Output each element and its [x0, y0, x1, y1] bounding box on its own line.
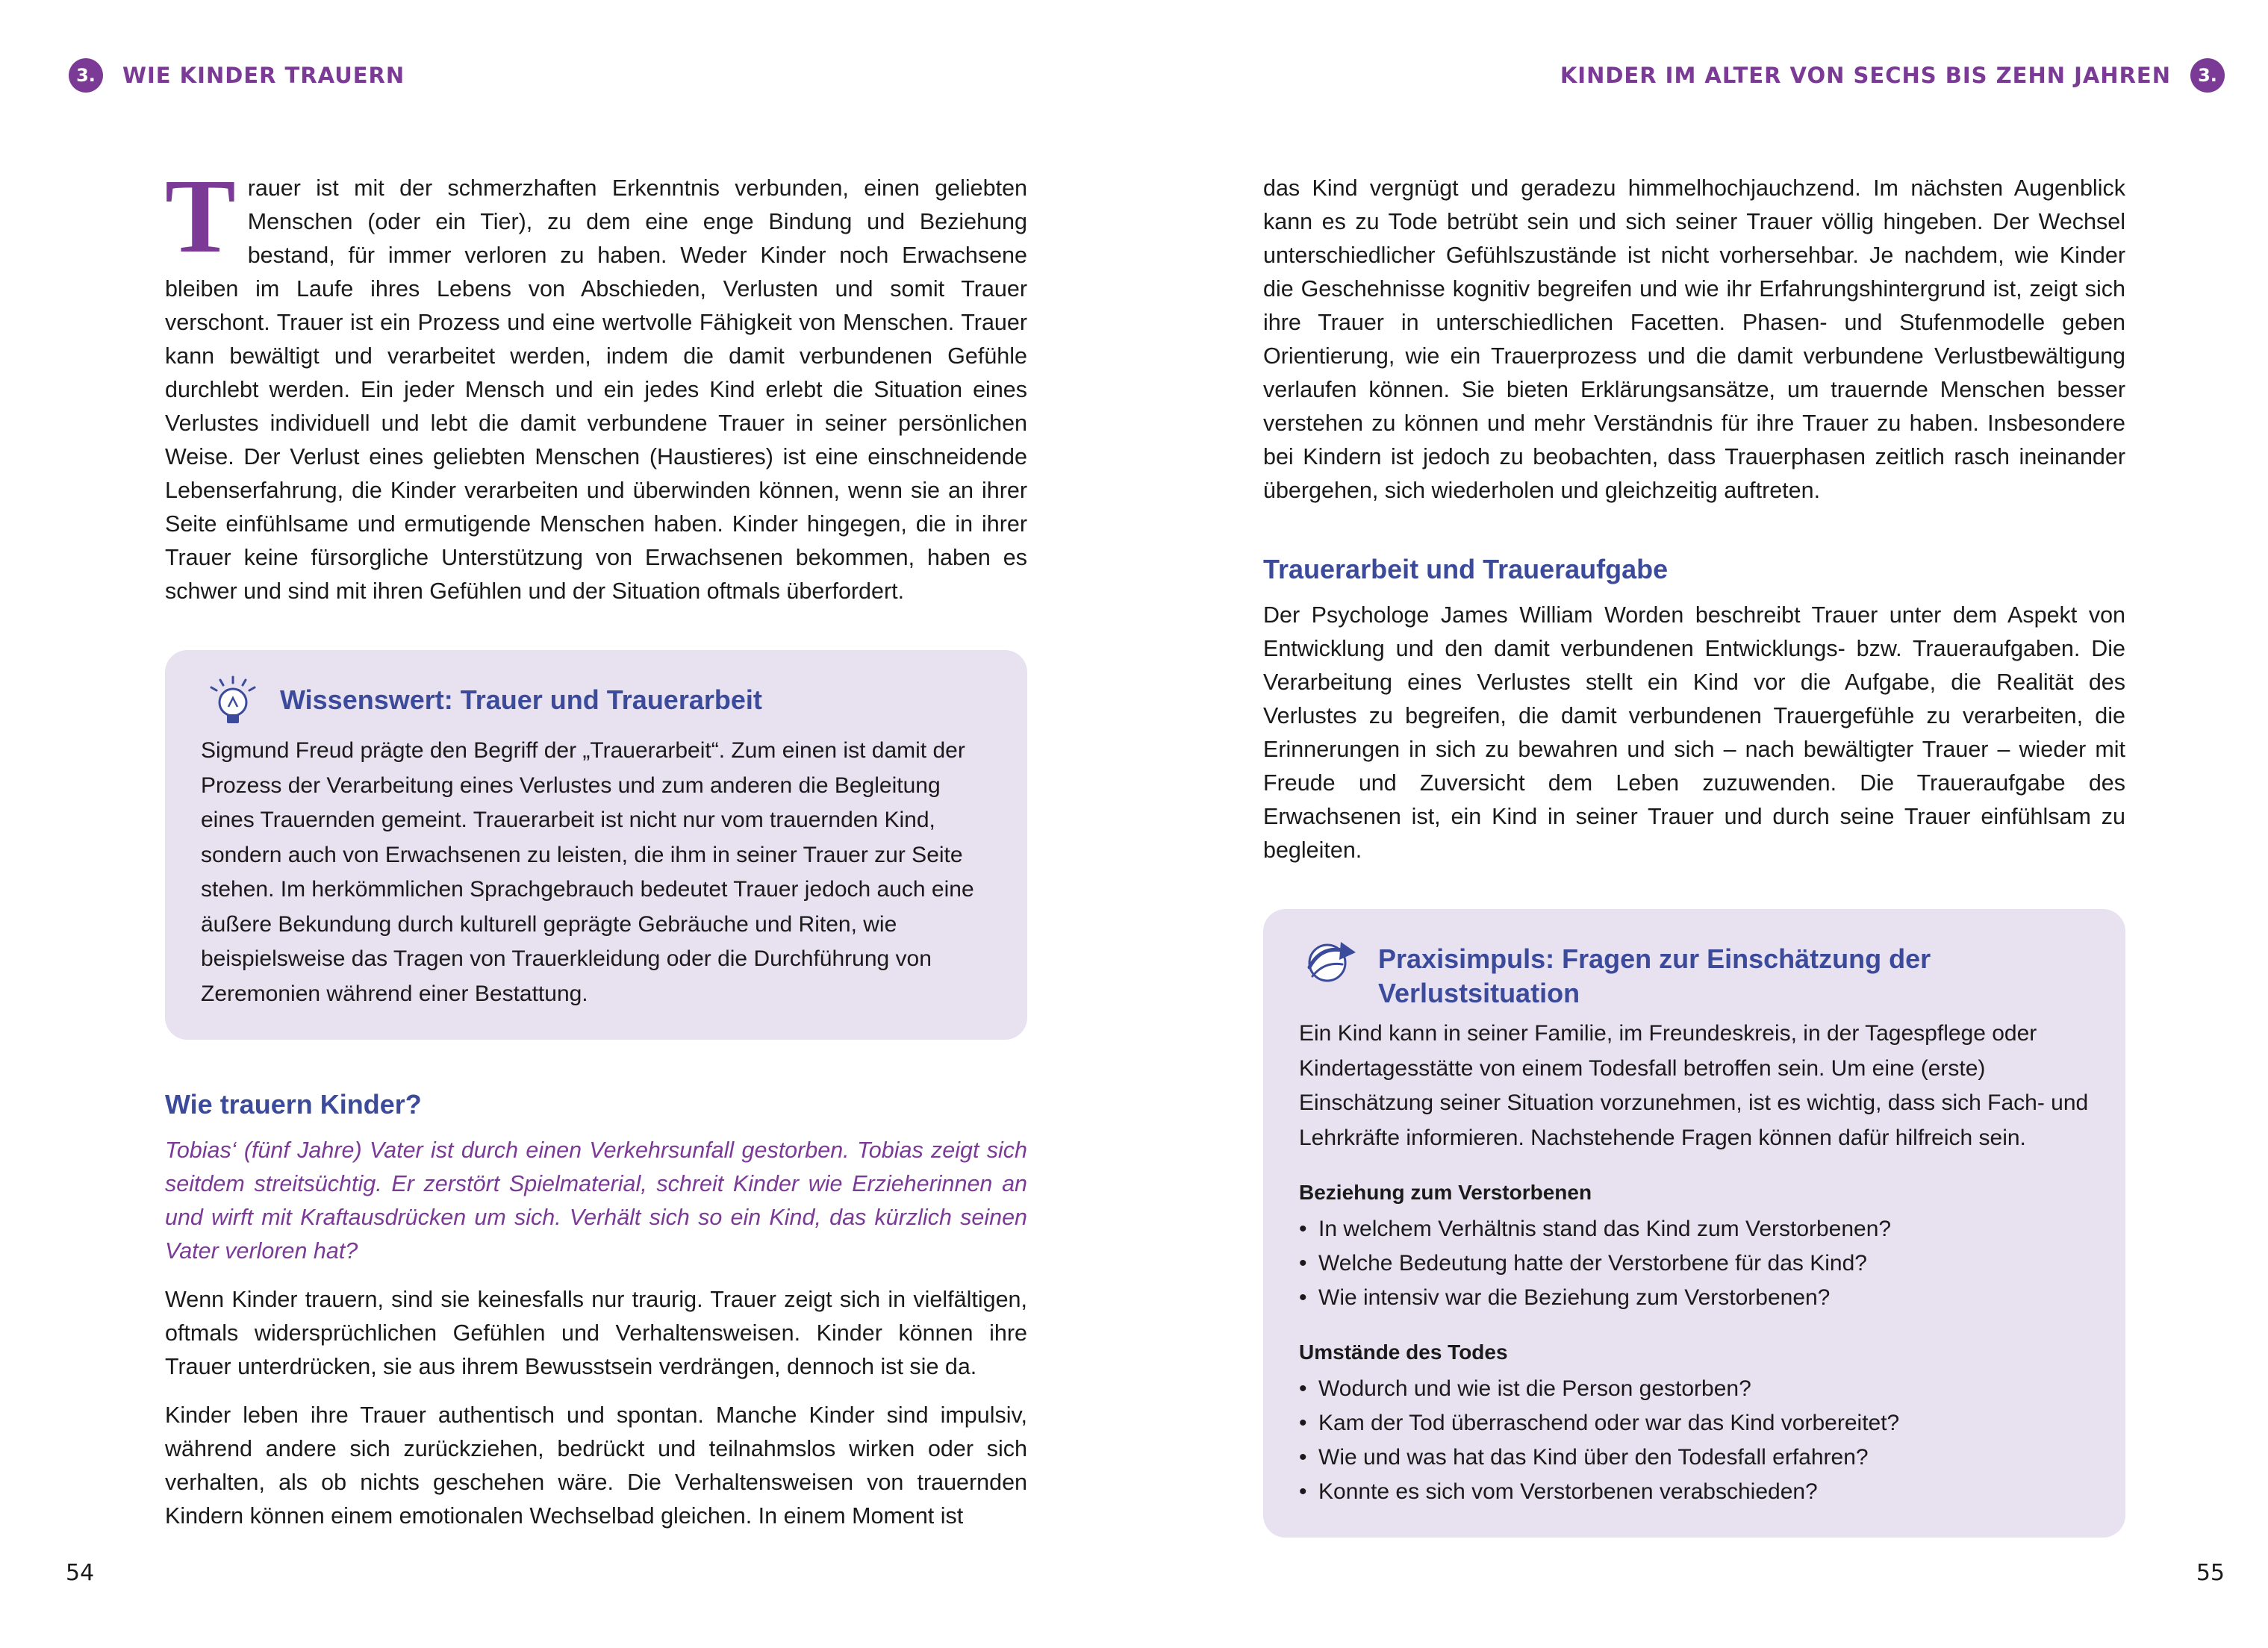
chapter-number-badge: 3. — [2190, 58, 2225, 93]
drop-cap: T — [165, 157, 236, 275]
running-header-title: WIE KINDER TRAUERN — [122, 63, 405, 88]
question-item: • Wie intensiv war die Beziehung zum Verstorbenen? — [1299, 1281, 2091, 1315]
question-item: • Wie und was hat das Kind über den Todesfall erfahren? — [1299, 1441, 2091, 1475]
section-heading: Trauerarbeit und Traueraufgabe — [1263, 554, 1669, 584]
page-number: 54 — [66, 1560, 95, 1586]
question-list — [1299, 1372, 2091, 1509]
question-group-title: Umstände des Todes — [1299, 1340, 1508, 1364]
question-item: • Wodurch und wie ist die Person gestorben? — [1299, 1372, 2091, 1406]
question-list — [1299, 1212, 2091, 1315]
lightbulb-icon — [201, 675, 268, 728]
info-box-praxisimpuls — [1263, 909, 2125, 1538]
question-item: • In welchem Verhältnis stand das Kind zum Verstorbenen? — [1299, 1212, 2091, 1246]
info-box-header — [1299, 934, 2091, 1011]
continuation-paragraph: das Kind vergnügt und geradezu himmelhochjauchzend. Im nächsten Augenblick kann es zu Tode betrübt sein und sich seiner Trauer völlig hingeben. Der Wechsel unterschiedlicher Gefühlszustände ist nicht vorhersehbar. Je nachdem, wie Kinder die Geschehnisse kognitiv begreifen und wie ihr Erfahrungshintergrund ist, zeigt sich ihre Trauer in unterschiedlichen Facetten. Phasen- und Stufenmodelle geben Orientierung, wie ein Trauerprozess und die damit verbundene Verlustbewältigung verlaufen können. Sie bieten Erklärungsansätze, um trauernde Menschen besser verstehen zu können und mehr Verständnis für ihre Trauer zu haben. Insbesondere bei Kindern ist jedoch zu beobachten, dass Trauerphasen zeitlich rasch ineinander übergehen, sich wiederholen und gleichzeitig auftreten. — [1263, 175, 2125, 503]
question-item: • Welche Bedeutung hatte der Verstorbene für das Kind? — [1299, 1246, 2091, 1281]
intro-text: rauer ist mit der schmerzhaften Erkenntnis verbunden, einen geliebten Menschen (oder ein Tier), zu dem eine enge Bindung und Beziehung bestand, für immer verloren zu haben. Weder Kinder noch Erwachsene bleiben im Laufe ihres Lebens von Abschieden, Verlusten und somit Trauer verschont. Trauer ist ein Prozess und eine wertvolle Fähigkeit von Menschen. Trauer kann bewältigt und verarbeitet werden, indem die damit verbundenen Gefühle durchlebt werden. Ein jeder Mensch und ein jedes Kind erlebt die Situation eines Verlustes individuell und lebt die damit verbundene Trauer in seiner persönlichen Weise. Der Verlust eines geliebten Menschen (Haustieres) ist eine einschneidende Lebenserfahrung, die Kinder verarbeiten und überwinden können, wenn sie an ihrer Seite einfühlsame und ermutigende Menschen haben. Kinder hingegen, die in ihrer Trauer keine fürsorgliche Unterstützung von Erwachsenen bekommen, haben es schwer und sind mit ihren Gefühlen und der Situation oftmals überfordert. — [165, 175, 1027, 604]
text-column — [1263, 172, 2125, 1585]
body-paragraph: Wenn Kinder trauern, sind sie keinesfalls nur traurig. Trauer zeigt sich in vielfältigen, oftmals widersprüchlichen Gefühlen und Verhaltensweisen. Kinder können ihre Trauer unterdrücken, sie aus ihrem Bewusstsein verdrängen, dennoch ist sie da. — [165, 1287, 1027, 1379]
right-page — [1134, 0, 2268, 1648]
running-header-title: KINDER IM ALTER VON SECHS BIS ZEHN JAHREN — [1560, 63, 2171, 88]
running-header — [69, 58, 405, 93]
question-item: • Konnte es sich vom Verstorbenen verabschieden? — [1299, 1475, 2091, 1509]
info-box-text: Sigmund Freud prägte den Begriff der „Trauerarbeit“. Zum einen ist damit der Prozess der Verarbeitung eines Verlustes und zum anderen die Begleitung eines Trauernden gemeint. Trauerarbeit ist nicht nur vom trauernden Kind, sondern auch von Erwachsenen zu leisten, die ihm in seiner Trauer zur Seite stehen. Im herkömmlichen Sprachgebrauch bedeutet Trauer jedoch auch eine äußere Bekundung durch kulturell geprägte Gebräuche und Riten, wie beispielsweise das Tragen von Trauerkleidung oder die Durchführung von Zeremonien während einer Bestattung. — [201, 738, 974, 1006]
intro-paragraph — [165, 157, 1027, 608]
case-example: Tobias‘ (fünf Jahre) Vater ist durch einen Verkehrsunfall gestorben. Tobias zeigt sich seitdem streitsüchtig. Er zerstört Spielmaterial, schreit Kinder wie Erzieherinnen an und wirft mit Kraftausdrücken um sich. Verhält sich so ein Kind, das kürzlich seinen Vater verloren hat? — [165, 1137, 1027, 1264]
page-number: 55 — [2196, 1560, 2225, 1586]
chapter-number-badge: 3. — [69, 58, 103, 93]
body-paragraph: Der Psychologe James William Worden beschreibt Trauer unter dem Aspekt von Entwicklung und den damit verbundenen Entwicklungs- bzw. Traueraufgaben. Die Verarbeitung eines Verlustes stellt ein Kind vor die Aufgabe, die Realität des Verlustes zu begreifen, die damit verbundenen Trauergefühle zu verarbeiten, die Erinnerungen in sich zu bewahren und sich – nach bewältigter Trauer – wieder mit Freude und Zuversicht dem Leben zuzuwenden. Die Traueraufgabe des Erwachsenen ist, ein Kind in seiner Trauer und durch seine Trauer einfühlsam zu begleiten. — [1263, 602, 2125, 863]
info-box-title: Praxisimpuls: Fragen zur Einschätzung der Verlustsituation — [1378, 943, 1931, 1008]
info-box-intro: Ein Kind kann in seiner Familie, im Freundeskreis, in der Tagespflege oder Kindertagesstätte von einem Todesfall betroffen sein. Um eine (erste) Einschätzung seiner Situation vorzunehmen, ist es wichtig, dass sich Fach- und Lehrkräfte informieren. Nachstehende Fragen können dafür hilfreich sein. — [1299, 1021, 2089, 1150]
body-paragraph: Kinder leben ihre Trauer authentisch und spontan. Manche Kinder sind impulsiv, während andere sich zurückziehen, bedrückt und teilnahmslos wirken oder sich verhalten, als ob nichts geschehen wäre. Die Verhaltensweisen von trauernden Kindern können einem emotionalen Wechselbad gleichen. In einem Moment ist — [165, 1402, 1027, 1529]
arrow-impulse-icon — [1299, 934, 1366, 987]
info-box-title: Wissenswert: Trauer und Trauerarbeit — [280, 684, 762, 715]
question-item: • Kam der Tod überraschend oder war das Kind vorbereitet? — [1299, 1406, 2091, 1441]
running-header — [1560, 58, 2225, 93]
question-group-title: Beziehung zum Verstorbenen — [1299, 1181, 1592, 1204]
info-box-wissenswert — [165, 650, 1027, 1040]
section-heading: Wie trauern Kinder? — [165, 1089, 422, 1120]
text-column — [165, 157, 1027, 1533]
info-box-header — [201, 675, 993, 728]
